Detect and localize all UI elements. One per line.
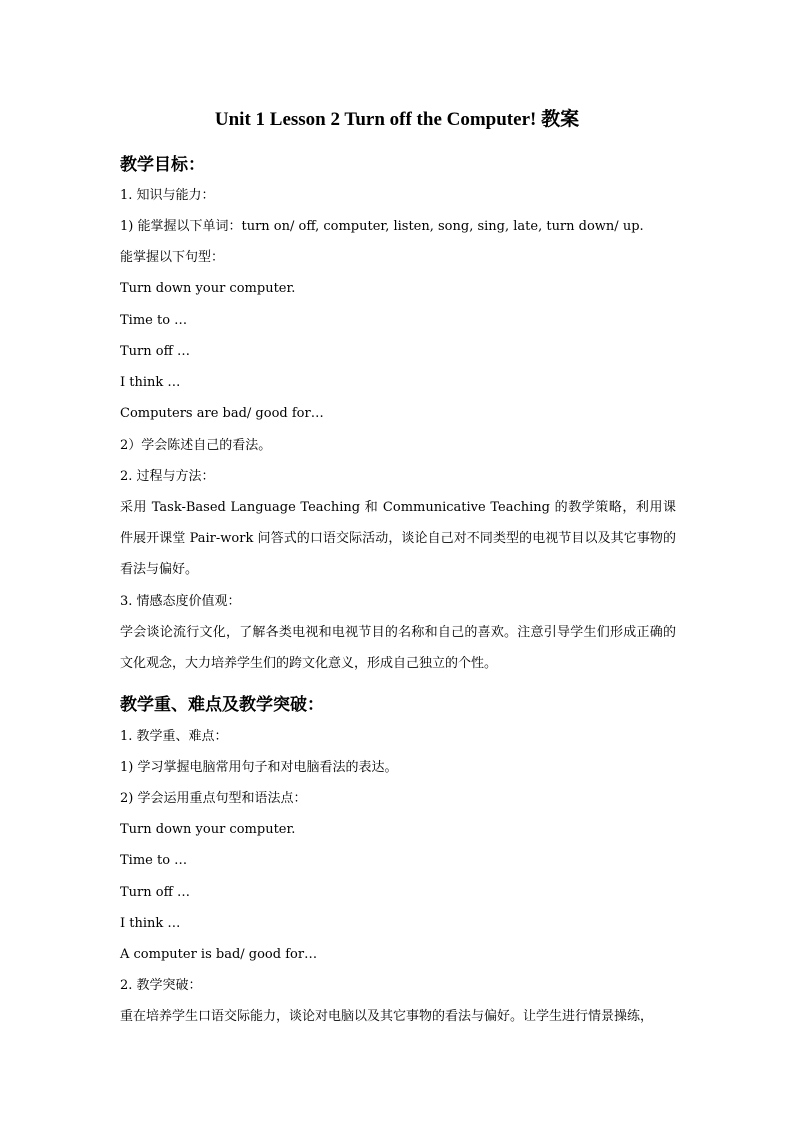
text-line: 能掌握以下句型： bbox=[120, 250, 225, 265]
section-heading-objectives: 教学目标： bbox=[120, 155, 205, 175]
document-title: Unit 1 Lesson 2 Turn off the Computer! 教案 bbox=[214, 109, 580, 130]
text-line: Time to … bbox=[120, 853, 188, 868]
text-line: 1. 教学重、难点： bbox=[120, 729, 228, 744]
text-line: I think … bbox=[120, 916, 181, 931]
text-line: I think … bbox=[120, 375, 181, 390]
text-line: 1) 学习掌握电脑常用句子和对电脑看法的表达。 bbox=[120, 760, 398, 775]
paragraph-process-method: 采用 Task-Based Language Teaching 和 Communicative Teaching 的教学策略，利用课件展开课堂 Pair-work 问答式的口语交际活动，谈论自己对不同类型的电视节目以及其它事物的看法与偏好。 bbox=[120, 500, 676, 577]
text-line: 2. 过程与方法： bbox=[120, 469, 215, 484]
text-line: Computers are bad/ good for… bbox=[120, 406, 324, 421]
text-line: 2）学会陈述自己的看法。 bbox=[120, 438, 272, 453]
text-line: Turn off … bbox=[120, 885, 190, 900]
text-line: 1) 能掌握以下单词：turn on/ off, computer, listen, song, sing, late, turn down/ up. bbox=[120, 219, 644, 234]
text-line: Turn down your computer. bbox=[120, 822, 296, 837]
text-line: 1. 知识与能力： bbox=[120, 188, 215, 203]
paragraph-emotion-values: 学会谈论流行文化，了解各类电视和电视节目的名称和自己的喜欢。注意引导学生们形成正确的文化观念，大力培养学生们的跨文化意义，形成自己独立的个性。 bbox=[120, 625, 676, 671]
section-heading-key-points: 教学重、难点及教学突破： bbox=[120, 695, 324, 715]
text-line: Turn down your computer. bbox=[120, 281, 296, 296]
text-line: 2. 教学突破： bbox=[120, 978, 202, 993]
text-line: Time to … bbox=[120, 313, 188, 328]
text-line: A computer is bad/ good for… bbox=[120, 947, 318, 962]
text-line: 2) 学会运用重点句型和语法点： bbox=[120, 791, 307, 806]
text-line: 3. 情感态度价值观： bbox=[120, 594, 241, 609]
paragraph-teaching-breakthrough: 重在培养学生口语交际能力，谈论对电脑以及其它事物的看法与偏好。让学生进行情景操练， bbox=[120, 1009, 654, 1024]
text-line: Turn off … bbox=[120, 344, 190, 359]
